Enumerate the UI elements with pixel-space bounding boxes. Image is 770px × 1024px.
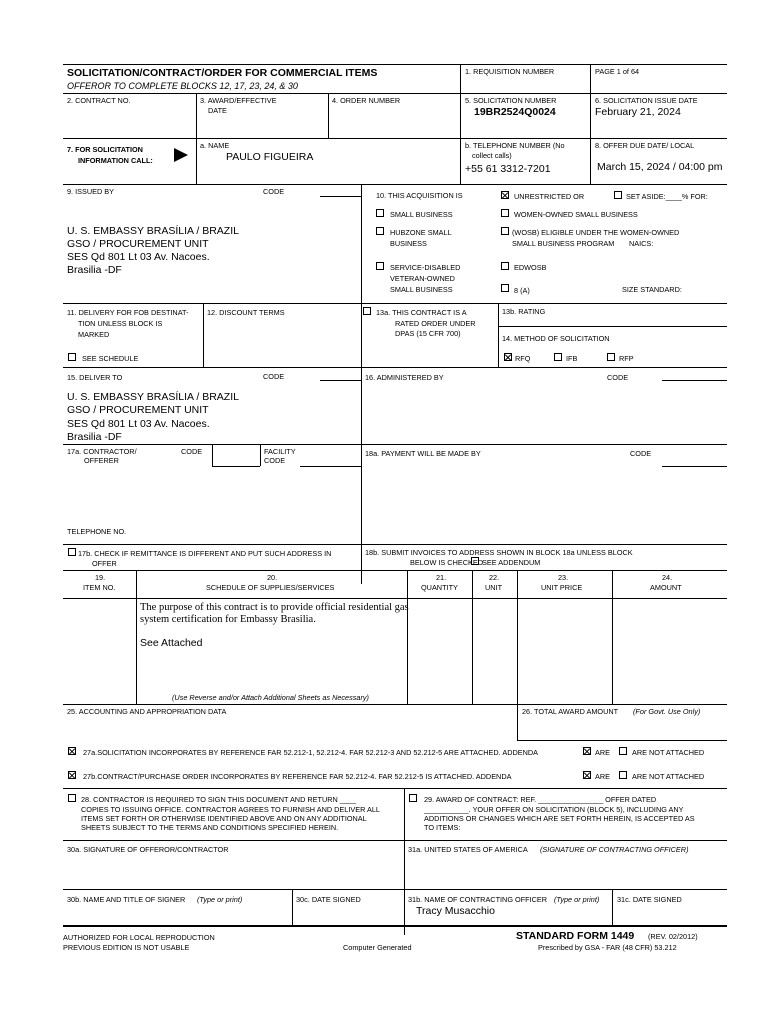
payment-code-label: CODE <box>630 449 652 458</box>
facility-code-label-2: CODE <box>264 456 286 465</box>
delivery-fob-label-3: MARKED <box>78 330 110 339</box>
contact-name: PAULO FIGUEIRA <box>226 151 314 163</box>
small-business-checkbox[interactable] <box>376 209 384 217</box>
see-attached: See Attached <box>140 637 203 649</box>
edwosb-checkbox[interactable] <box>501 262 509 270</box>
deliver-to-code-label: CODE <box>263 372 285 381</box>
remittance-checkbox[interactable] <box>68 548 76 556</box>
signer-name-note: (Type or print) <box>197 895 243 904</box>
acquisition-label: 10. THIS ACQUISITION IS <box>376 191 463 200</box>
27a-not-attached-label: ARE NOT ATTACHED <box>632 748 705 757</box>
date-signed-label: 30c. DATE SIGNED <box>296 895 361 904</box>
address-line: GSO / PROCUREMENT UNIT <box>67 404 209 416</box>
additional-sheets-note: (Use Reverse and/or Attach Additional Sheets as Necessary) <box>172 693 369 702</box>
deliver-to-label: 15. DELIVER TO <box>67 373 123 382</box>
solicitation-number-label: 5. SOLICITATION NUMBER <box>465 96 557 105</box>
offer-due-label: 8. OFFER DUE DATE/ LOCAL <box>595 141 695 150</box>
administered-code-label: CODE <box>607 373 629 382</box>
27a-checkbox[interactable] <box>68 747 76 755</box>
award-label: 29. AWARD OF CONTRACT: REF. ________________ OFFER DATED <box>424 795 657 804</box>
info-call-label-2: INFORMATION CALL: <box>78 156 153 165</box>
27a-are-label: ARE <box>595 748 611 757</box>
invoice-label: 18b. SUBMIT INVOICES TO ADDRESS SHOWN IN BLOCK 18a UNLESS BLOCK <box>365 548 633 557</box>
col-amount-num: 24. <box>662 573 673 582</box>
telephone-label-2: collect calls) <box>472 151 512 160</box>
27b-are-checkbox[interactable] <box>583 771 591 779</box>
contractor-label: 17a. CONTRACTOR/ <box>67 447 137 456</box>
award-date-label: 3. AWARD/EFFECTIVE <box>200 96 277 105</box>
contractor-sign-label: 28. CONTRACTOR IS REQUIRED TO SIGN THIS DOCUMENT AND RETURN ____ <box>81 795 357 804</box>
previous-edition: PREVIOUS EDITION IS NOT USABLE <box>63 943 190 952</box>
total-award-note: (For Govt. Use Only) <box>633 707 701 716</box>
page-number: PAGE 1 of 64 <box>595 67 640 76</box>
hubzone-label-2: BUSINESS <box>390 239 427 248</box>
form-subtitle: OFFEROR TO COMPLETE BLOCKS 12, 17, 23, 24, & 30 <box>67 81 298 91</box>
col-schedule: SCHEDULE OF SUPPLIES/SERVICES <box>206 583 335 592</box>
payment-label: 18a. PAYMENT WILL BE MADE BY <box>365 449 481 458</box>
hubzone-label: HUBZONE SMALL <box>390 228 452 237</box>
issue-date-value: February 21, 2024 <box>595 106 681 118</box>
col-unit-num: 22. <box>489 573 500 582</box>
form-revision: (REV. 02/2012) <box>648 932 698 941</box>
rated-order-label-3: DPAS (15 CFR 700) <box>395 329 461 338</box>
form-number: STANDARD FORM 1449 <box>516 930 635 942</box>
contractor-label-2: OFFERER <box>84 456 119 465</box>
rfp-checkbox[interactable] <box>607 353 615 361</box>
info-call-label: 7. FOR SOLICITATION <box>67 145 143 154</box>
award-label-4: TO ITEMS: <box>424 823 461 832</box>
col-amount: AMOUNT <box>650 583 682 592</box>
8a-checkbox[interactable] <box>501 284 509 292</box>
unrestricted-checkbox[interactable] <box>501 191 509 199</box>
8a-label: 8 (A) <box>514 286 530 295</box>
remittance-label-2: OFFER <box>92 559 117 568</box>
col-item-no-num: 19. <box>95 573 106 582</box>
wosb-label: WOMEN-OWNED SMALL BUSINESS <box>514 210 638 219</box>
total-award-label: 26. TOTAL AWARD AMOUNT <box>522 707 619 716</box>
issue-date-label: 6. SOLICITATION ISSUE DATE <box>595 96 698 105</box>
set-aside-label: SET ASIDE:____% FOR: <box>626 192 708 201</box>
award-label-2: ___________. YOUR OFFER ON SOLICITATION (BLOCK 5), INCLUDING ANY <box>424 805 684 814</box>
requisition-number-label: 1. REQUISITION NUMBER <box>465 67 555 76</box>
27b-are-label: ARE <box>595 772 611 781</box>
remittance-label: 17b. CHECK IF REMITTANCE IS DIFFERENT AND PUT SUCH ADDRESS IN <box>78 549 332 558</box>
administered-by-label: 16. ADMINISTERED BY <box>365 373 444 382</box>
rfp-label: RFP <box>619 354 634 363</box>
hubzone-checkbox[interactable] <box>376 227 384 235</box>
edwosb-label: EDWOSB <box>514 263 547 272</box>
telephone-value: +55 61 3312-7201 <box>465 163 551 175</box>
sdvosb-label: SERVICE-DISABLED <box>390 263 461 272</box>
prescribed-by: Prescribed by GSA - FAR (48 CFR) 53.212 <box>538 943 677 952</box>
wosb-checkbox[interactable] <box>501 209 509 217</box>
wosb-eligible-label: (WOSB) ELIGIBLE UNDER THE WOMEN-OWNED <box>512 228 680 237</box>
invoice-label-2: BELOW IS CHECKED <box>410 558 483 567</box>
col-quantity: QUANTITY <box>421 583 458 592</box>
address-line: GSO / PROCUREMENT UNIT <box>67 238 209 250</box>
see-schedule-checkbox[interactable] <box>68 353 76 361</box>
form-title: SOLICITATION/CONTRACT/ORDER FOR COMMERCIAL ITEMS <box>67 67 378 79</box>
set-aside-checkbox[interactable] <box>614 191 622 199</box>
27b-not-attached-checkbox[interactable] <box>619 771 627 779</box>
rated-order-label: 13a. THIS CONTRACT IS A <box>376 308 467 317</box>
see-addendum-checkbox[interactable] <box>471 557 479 565</box>
sdvosb-label-2: VETERAN-OWNED <box>390 274 455 283</box>
col-item-no: ITEM NO. <box>83 583 116 592</box>
col-unit-price-num: 23. <box>558 573 569 582</box>
issued-by-label: 9. ISSUED BY <box>67 187 115 196</box>
contractor-code-label: CODE <box>181 447 203 456</box>
contractor-sign-label-2: COPIES TO ISSUING OFFICE. CONTRACTOR AGREES TO FURNISH AND DELIVER ALL <box>81 805 380 814</box>
small-business-label: SMALL BUSINESS <box>390 210 453 219</box>
address-line: SES Qd 801 Lt 03 Av. Nacoes. <box>67 418 210 430</box>
naics-label: NAICS: <box>629 239 654 248</box>
name-label: a. NAME <box>200 141 230 150</box>
accounting-label: 25. ACCOUNTING AND APPROPRIATION DATA <box>67 707 227 716</box>
method-label: 14. METHOD OF SOLICITATION <box>502 334 610 343</box>
contracting-officer-note: (Type or print) <box>554 895 600 904</box>
see-addendum-label: SEE ADDENDUM <box>482 558 541 567</box>
contract-no-label: 2. CONTRACT NO. <box>67 96 131 105</box>
signer-name-label: 30b. NAME AND TITLE OF SIGNER <box>67 895 186 904</box>
27a-label: 27a.SOLICITATION INCORPORATES BY REFERENCE FAR 52.212-1, 52.212-4. FAR 52.212-3 AND 52.212-5 ARE ATTACHED. ADDENDA <box>83 748 539 757</box>
27b-not-attached-label: ARE NOT ATTACHED <box>632 772 705 781</box>
issued-by-code-label: CODE <box>263 187 285 196</box>
27a-not-attached-checkbox[interactable] <box>619 747 627 755</box>
sdvosb-label-3: SMALL BUSINESS <box>390 285 453 294</box>
address-line: Brasilia -DF <box>67 431 122 443</box>
unrestricted-label: UNRESTRICTED OR <box>514 192 585 201</box>
rfq-checkbox[interactable] <box>504 353 512 361</box>
solicitation-number-value: 19BR2524Q0024 <box>474 106 556 118</box>
27a-are-checkbox[interactable] <box>583 747 591 755</box>
award-date-label-2: DATE <box>208 106 227 115</box>
offer-due-value: March 15, 2024 / 04:00 pm <box>597 161 723 173</box>
rated-order-label-2: RATED ORDER UNDER <box>395 319 476 328</box>
ifb-checkbox[interactable] <box>554 353 562 361</box>
col-unit: UNIT <box>485 583 503 592</box>
usa-signature-label: 31a. UNITED STATES OF AMERICA <box>408 845 528 854</box>
arrow-right-icon <box>174 148 188 162</box>
date-signed-31-label: 31c. DATE SIGNED <box>617 895 682 904</box>
wosb-eligible-checkbox[interactable] <box>501 227 509 235</box>
award-checkbox[interactable] <box>409 794 417 802</box>
sdvosb-checkbox[interactable] <box>376 262 384 270</box>
address-line: SES Qd 801 Lt 03 Av. Nacoes. <box>67 251 210 263</box>
contracting-officer-name: Tracy Musacchio <box>416 905 495 917</box>
address-line: Brasilia -DF <box>67 264 122 276</box>
rated-order-checkbox[interactable] <box>363 307 371 315</box>
telephone-label: b. TELEPHONE NUMBER (No <box>465 141 565 150</box>
schedule-description-2: system certification for Embassy Brasilia. <box>140 614 316 625</box>
address-line: U. S. EMBASSY BRASÍLIA / BRAZIL <box>67 225 239 237</box>
award-label-3: ADDITIONS OR CHANGES WHICH ARE SET FORTH HEREIN, IS ACCEPTED AS <box>424 814 695 823</box>
order-number-label: 4. ORDER NUMBER <box>332 96 401 105</box>
27b-checkbox[interactable] <box>68 771 76 779</box>
col-unit-price: UNIT PRICE <box>541 583 583 592</box>
rating-label: 13b. RATING <box>502 307 546 316</box>
local-reproduction: AUTHORIZED FOR LOCAL REPRODUCTION <box>63 933 215 942</box>
computer-generated: Computer Generated <box>343 943 412 952</box>
delivery-fob-label: 11. DELIVERY FOR FOB DESTINAT- <box>67 308 189 317</box>
27b-label: 27b.CONTRACT/PURCHASE ORDER INCORPORATES BY REFERENCE FAR 52.212-4. FAR 52.212-5 IS ATTACHED. ADDENDA <box>83 772 512 781</box>
col-schedule-num: 20. <box>267 573 278 582</box>
telephone-no-label: TELEPHONE NO. <box>67 527 127 536</box>
contractor-sign-checkbox[interactable] <box>68 794 76 802</box>
contractor-sign-label-3: ITEMS SET FORTH OR OTHERWISE IDENTIFIED ABOVE AND ON ANY ADDITIONAL <box>81 814 367 823</box>
usa-signature-note: (SIGNATURE OF CONTRACTING OFFICER) <box>540 845 689 854</box>
delivery-fob-label-2: TION UNLESS BLOCK IS <box>78 319 163 328</box>
offeror-signature-label: 30a. SIGNATURE OF OFFEROR/CONTRACTOR <box>67 845 229 854</box>
address-line: U. S. EMBASSY BRASÍLIA / BRAZIL <box>67 391 239 403</box>
rfq-label: RFQ <box>515 354 531 363</box>
facility-code-label: FACILITY <box>264 447 296 456</box>
ifb-label: IFB <box>566 354 578 363</box>
contracting-officer-label: 31b. NAME OF CONTRACTING OFFICER <box>408 895 548 904</box>
wosb-eligible-label-2: SMALL BUSINESS PROGRAM <box>512 239 615 248</box>
see-schedule-label: SEE SCHEDULE <box>82 354 139 363</box>
schedule-description: The purpose of this contract is to provide official residential gas <box>140 602 409 613</box>
contractor-sign-label-4: SHEETS SUBJECT TO THE TERMS AND CONDITIONS SPECIFIED HEREIN. <box>81 823 339 832</box>
size-standard-label: SIZE STANDARD: <box>622 285 682 294</box>
col-quantity-num: 21. <box>436 573 447 582</box>
discount-terms-label: 12. DISCOUNT TERMS <box>207 308 285 317</box>
